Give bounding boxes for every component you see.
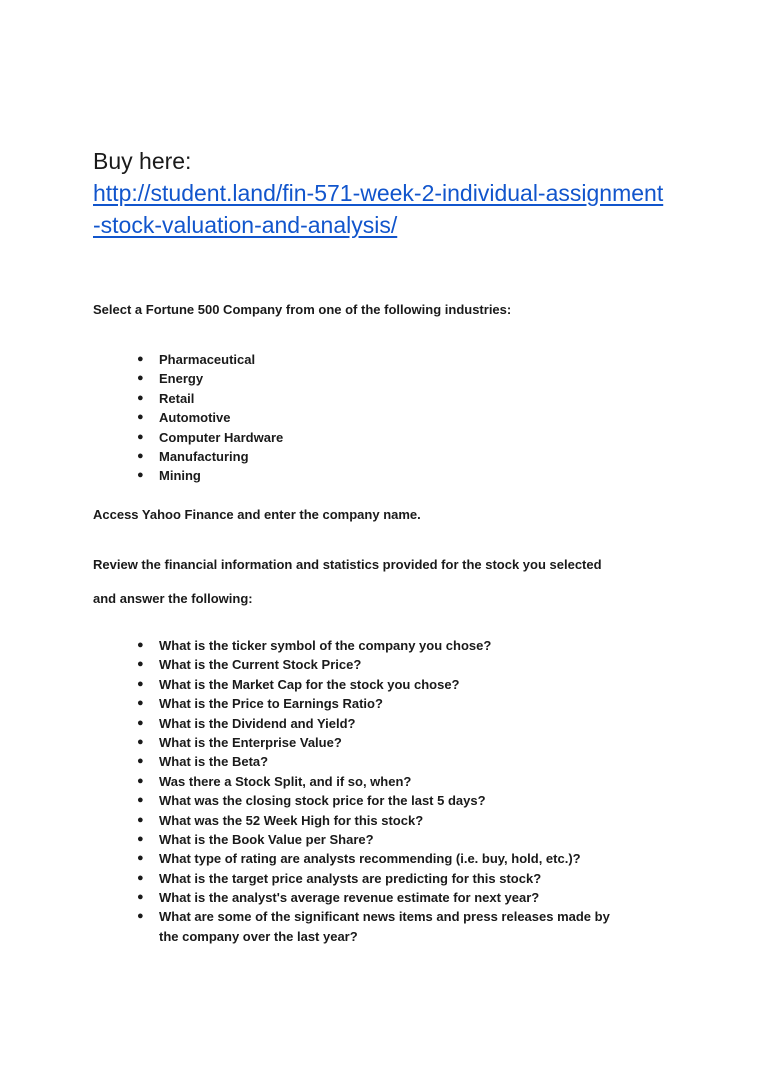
list-item [0, 466, 283, 485]
industry-label: Retail [159, 390, 195, 406]
bullet-icon: ● [137, 774, 144, 787]
list-item [0, 752, 610, 771]
review-paragraph-line-2: and answer the following: [93, 591, 253, 606]
access-paragraph: Access Yahoo Finance and enter the company name. [93, 507, 421, 522]
list-item [0, 350, 283, 369]
bullet-icon: ● [137, 794, 144, 807]
question-text: What is the Market Cap for the stock you chose? [159, 676, 460, 692]
bullet-icon: ● [137, 677, 144, 690]
question-text-line-1: What are some of the significant news items and press releases made by [159, 909, 610, 925]
bullet-icon: ● [137, 391, 144, 404]
list-item [0, 714, 610, 733]
list-item [0, 869, 610, 888]
industry-label: Manufacturing [159, 448, 249, 464]
industry-label: Energy [159, 371, 204, 387]
list-item [0, 772, 610, 791]
question-list [0, 636, 610, 946]
industry-list [0, 350, 283, 486]
industry-label: Computer Hardware [159, 429, 284, 445]
purchase-link[interactable] [93, 177, 693, 241]
purchase-link-line-2[interactable]: -stock-valuation-and-analysis/ [93, 212, 398, 238]
question-text: What is the Book Value per Share? [159, 831, 374, 847]
industry-label: Pharmaceutical [159, 352, 256, 367]
bullet-icon: ● [137, 852, 144, 865]
list-item [0, 636, 610, 655]
question-text: What is the Current Stock Price? [159, 657, 362, 673]
purchase-link-line-1[interactable]: http://student.land/fin-571-week-2-individual-assignment [93, 180, 664, 206]
list-item [0, 675, 610, 694]
bullet-icon: ● [137, 372, 144, 385]
bullet-icon: ● [137, 910, 144, 923]
bullet-icon: ● [137, 832, 144, 845]
question-text: What type of rating are analysts recommending (i.e. buy, hold, etc.)? [159, 851, 581, 867]
question-text: What is the Beta? [159, 754, 269, 770]
bullet-icon: ● [137, 449, 144, 462]
buy-here-heading: Buy here: [93, 148, 192, 174]
list-item [0, 791, 610, 810]
industry-label: Mining [159, 468, 201, 484]
question-text-line-2: the company over the last year? [159, 928, 358, 944]
question-text: What is the target price analysts are predicting for this stock? [159, 870, 542, 886]
list-item [0, 733, 610, 752]
intro-paragraph: Select a Fortune 500 Company from one of the following industries: [93, 302, 512, 317]
bullet-icon: ● [137, 469, 144, 482]
bullet-icon: ● [137, 411, 144, 424]
list-item [0, 408, 283, 427]
industry-label: Automotive [159, 410, 231, 426]
list-item [0, 907, 610, 946]
bullet-icon: ● [137, 353, 144, 365]
bullet-icon: ● [137, 891, 144, 904]
bullet-icon: ● [137, 735, 144, 748]
question-text: What is the analyst's average revenue estimate for next year? [159, 890, 540, 906]
bullet-icon: ● [137, 430, 144, 443]
question-text: What is the Price to Earnings Ratio? [159, 696, 383, 712]
list-item [0, 888, 610, 907]
list-item [0, 655, 610, 674]
list-item [0, 811, 610, 830]
list-item [0, 694, 610, 713]
list-item [0, 830, 610, 849]
list-item [0, 389, 283, 408]
bullet-icon: ● [137, 871, 144, 884]
bullet-icon: ● [137, 716, 144, 729]
question-text: What is the Dividend and Yield? [159, 715, 356, 731]
list-item [0, 849, 610, 868]
bullet-icon: ● [137, 755, 144, 768]
question-text: What was the 52 Week High for this stock? [159, 812, 424, 828]
bullet-icon: ● [137, 697, 144, 710]
question-text: What was the closing stock price for the last 5 days? [159, 793, 486, 809]
bullet-icon: ● [137, 813, 144, 826]
bullet-icon: ● [137, 639, 144, 651]
list-item [0, 428, 283, 447]
bullet-icon: ● [137, 658, 144, 671]
question-text: What is the Enterprise Value? [159, 734, 342, 750]
list-item [0, 369, 283, 388]
question-text: What is the ticker symbol of the company you chose? [159, 638, 492, 653]
question-text: Was there a Stock Split, and if so, when? [159, 773, 412, 789]
list-item [0, 447, 283, 466]
review-paragraph-line-1: Review the financial information and statistics provided for the stock you selected [93, 557, 602, 572]
